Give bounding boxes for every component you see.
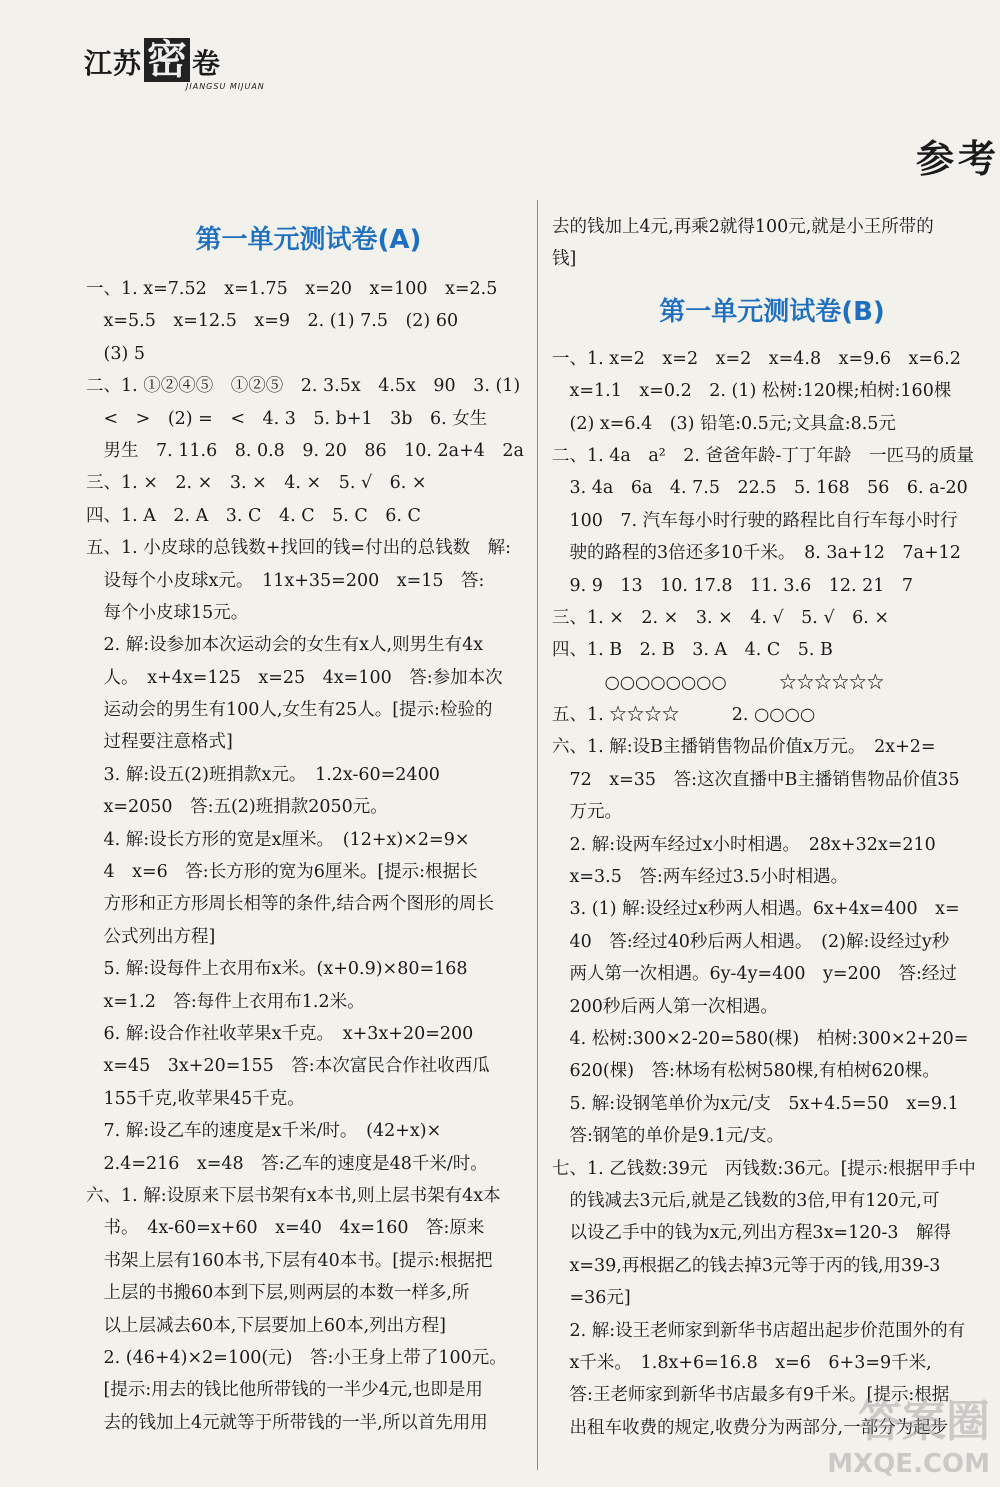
answer-line: =36元] bbox=[552, 1288, 631, 1309]
logo-text-b: 密 bbox=[144, 38, 190, 82]
reference-title: 参考 bbox=[915, 136, 1000, 181]
answer-line: 一、1. x=2 x=2 x=2 x=4.8 x=9.6 x=6.2 bbox=[552, 348, 961, 369]
answer-line: 100 7. 汽车每小时行驶的路程比自行车每小时行 bbox=[552, 510, 958, 531]
column-divider bbox=[537, 200, 538, 1470]
answer-line: 5. 解:设每件上衣用布x米。(x+0.9)×80=168 bbox=[86, 959, 468, 980]
right-continuation bbox=[552, 211, 992, 276]
answer-line: 六、1. 解:设B主播销售物品价值x万元。 2x+2= bbox=[552, 737, 936, 758]
logo-text-c: 卷 bbox=[192, 47, 222, 80]
answer-line: 9. 9 13 10. 17.8 11. 3.6 12. 21 7 bbox=[552, 575, 914, 596]
answer-line: 40 答:经过40秒后两人相遇。 (2)解:设经过y秒 bbox=[552, 931, 950, 952]
logo bbox=[84, 38, 221, 82]
answer-line: 书。 4x-60=x+60 x=40 4x=160 答:原来 bbox=[86, 1218, 485, 1239]
right-column bbox=[552, 211, 992, 1444]
answer-line: 五、1. ☆☆☆☆ 2. ○○○○ bbox=[552, 705, 816, 726]
answer-line: 的钱减去3元后,就是乙钱数的3倍,甲有120元,可 bbox=[552, 1190, 940, 1211]
answer-line: 三、1. × 2. × 3. × 4. √ 5. √ 6. × bbox=[552, 607, 890, 628]
answer-line: 2. (46+4)×2=100(元) 答:小王身上带了100元。 bbox=[86, 1347, 507, 1368]
section-title-b: 第一单元测试卷(B) bbox=[659, 296, 885, 327]
answer-line: 5. 解:设钢笔单价为x元/支 5x+4.5=50 x=9.1 bbox=[552, 1093, 959, 1114]
answer-line: 6. 解:设合作社收苹果x千克。 x+3x+20=200 bbox=[86, 1023, 474, 1044]
answer-line: 设每个小皮球x元。 11x+35=200 x=15 答: bbox=[86, 570, 485, 591]
answer-line: < > (2) = < 4. 3 5. b+1 3b 6. 女生 bbox=[86, 408, 488, 429]
logo-subtitle: JIANGSU MIJUAN bbox=[186, 82, 265, 91]
answer-line: 答:钢笔的单价是9.1元/支。 bbox=[552, 1126, 785, 1147]
answer-line: 上层的书搬60本到下层,则两层的本数一样多,所 bbox=[86, 1283, 470, 1304]
answer-line: 二、1. 4a a² 2. 爸爸年龄-丁丁年龄 一匹马的质量 bbox=[552, 445, 974, 466]
answer-line: 去的钱加上4元,再乘2就得100元,就是小王所带的 bbox=[552, 217, 934, 237]
answer-line: x=3.5 答:两车经过3.5小时相遇。 bbox=[552, 867, 849, 888]
answer-line: 二、1. ①②④⑤ ①②⑤ 2. 3.5x 4.5x 90 3. (1) bbox=[86, 376, 521, 397]
answer-line: 钱] bbox=[552, 249, 577, 270]
answer-line: x=1.2 答:每件上衣用布1.2米。 bbox=[86, 991, 365, 1012]
answer-line: 以设乙手中的钱为x元,列出方程3x=120-3 解得 bbox=[552, 1223, 952, 1244]
answer-line: ○○○○○○○○ ☆☆☆☆☆☆ bbox=[552, 672, 885, 693]
answer-line: 72 x=35 答:这次直播中B主播销售物品价值35 bbox=[552, 769, 960, 790]
answer-line: 答:王老师家到新华书店最多有9千米。[提示:根据 bbox=[552, 1385, 950, 1406]
answer-line: 4. 解:设长方形的宽是x厘米。 (12+x)×2=9× bbox=[86, 829, 470, 850]
answer-line: 每个小皮球15元。 bbox=[86, 602, 249, 623]
answer-line: 去的钱加上4元就等于所带钱的一半,所以首先用用 bbox=[86, 1412, 488, 1433]
answer-line: 五、1. 小皮球的总钱数+找回的钱=付出的总钱数 解: bbox=[86, 538, 511, 559]
watermark-logo: 答案圈 bbox=[858, 1396, 990, 1447]
left-column bbox=[86, 214, 531, 1439]
answer-line: 书架上层有160本书,下层有40本书。[提示:根据把 bbox=[86, 1250, 493, 1271]
answer-line: 以上层减去60本,下层要加上60本,列出方程] bbox=[86, 1315, 446, 1336]
answer-line: 方形和正方形周长相等的条件,结合两个图形的周长 bbox=[86, 894, 495, 915]
section-title-a: 第一单元测试卷(A) bbox=[195, 225, 422, 255]
answer-line: 7. 解:设乙车的速度是x千米/时。 (42+x)× bbox=[86, 1121, 442, 1142]
answer-line: 620(棵) 答:林场有松树580棵,有柏树620棵。 bbox=[552, 1061, 940, 1082]
answer-line: 四、1. A 2. A 3. C 4. C 5. C 6. C bbox=[86, 505, 421, 526]
answer-line: 六、1. 解:设原来下层书架有x本书,则上层书架有4x本 bbox=[86, 1185, 501, 1206]
answer-line: x=2050 答:五(2)班捐款2050元。 bbox=[86, 797, 388, 818]
answer-line: x=45 3x+20=155 答:本次富民合作社收西瓜 bbox=[86, 1056, 490, 1077]
answer-line: 三、1. × 2. × 3. × 4. × 5. √ 6. × bbox=[86, 473, 427, 494]
answer-line: 3. 4a 6a 4. 7.5 22.5 5. 168 56 6. a-20 bbox=[552, 478, 968, 499]
answer-line: 运动会的男生有100人,女生有25人。[提示:检验的 bbox=[86, 700, 493, 721]
answer-line: 七、1. 乙钱数:39元 丙钱数:36元。[提示:根据甲手中 bbox=[552, 1158, 976, 1179]
answer-line: x=5.5 x=12.5 x=9 2. (1) 7.5 (2) 60 bbox=[86, 311, 459, 332]
answer-line: 2. 解:设王老师家到新华书店超出起步价范围外的有 bbox=[552, 1320, 966, 1341]
answer-line: x千米。 1.8x+6=16.8 x=6 6+3=9千米, bbox=[552, 1352, 932, 1373]
answer-line: (2) x=6.4 (3) 铅笔:0.5元;文具盒:8.5元 bbox=[552, 413, 896, 434]
answer-line: 4 x=6 答:长方形的宽为6厘米。[提示:根据长 bbox=[86, 862, 478, 883]
answer-line: 四、1. B 2. B 3. A 4. C 5. B bbox=[552, 640, 833, 661]
answer-line: x=39,再根据乙的钱去掉3元等于丙的钱,用39-3 bbox=[552, 1255, 941, 1276]
answer-line: 出租车收费的规定,收费分为两部分,一部分为起步 bbox=[552, 1417, 949, 1438]
answer-line: 2. 解:设参加本次运动会的女生有x人,则男生有4x bbox=[86, 635, 484, 656]
answer-line: 万元。 bbox=[552, 802, 622, 823]
answer-line: 4. 松树:300×2-20=580(棵) 柏树:300×2+20= bbox=[552, 1028, 969, 1049]
watermark-url: MXQE.COM bbox=[827, 1449, 990, 1479]
answer-line: [提示:用去的钱比他所带钱的一半少4元,也即是用 bbox=[86, 1380, 483, 1401]
answer-line: 两人第一次相遇。6y-4y=400 y=200 答:经过 bbox=[552, 964, 957, 985]
answer-line: 公式列出方程] bbox=[86, 926, 216, 947]
answer-line: 155千克,收苹果45千克。 bbox=[86, 1088, 305, 1109]
answer-line: 200秒后两人第一次相遇。 bbox=[552, 996, 778, 1017]
answer-line: 过程要注意格式] bbox=[86, 732, 233, 753]
answer-line: 3. (1) 解:设经过x秒两人相遇。6x+4x=400 x= bbox=[552, 899, 960, 920]
answer-line: 男生 7. 11.6 8. 0.8 9. 20 86 10. 2a+4 2a bbox=[86, 440, 524, 461]
answer-line: 2.4=216 x=48 答:乙车的速度是48千米/时。 bbox=[86, 1153, 488, 1174]
answer-line: (3) 5 bbox=[86, 343, 145, 364]
logo-text-a: 江苏 bbox=[84, 47, 143, 80]
answer-line: 人。 x+4x=125 x=25 4x=100 答:参加本次 bbox=[86, 667, 503, 688]
answer-line: 一、1. x=7.52 x=1.75 x=20 x=100 x=2.5 bbox=[86, 279, 498, 299]
watermark bbox=[827, 1385, 990, 1479]
answer-line: 驶的路程的3倍还多10千米。 8. 3a+12 7a+12 bbox=[552, 543, 961, 564]
answer-line: 2. 解:设两车经过x小时相遇。 28x+32x=210 bbox=[552, 834, 936, 855]
answer-line: x=1.1 x=0.2 2. (1) 松树:120棵;柏树:160棵 bbox=[552, 381, 952, 402]
answer-line: 3. 解:设五(2)班捐款x元。 1.2x-60=2400 bbox=[86, 764, 440, 785]
